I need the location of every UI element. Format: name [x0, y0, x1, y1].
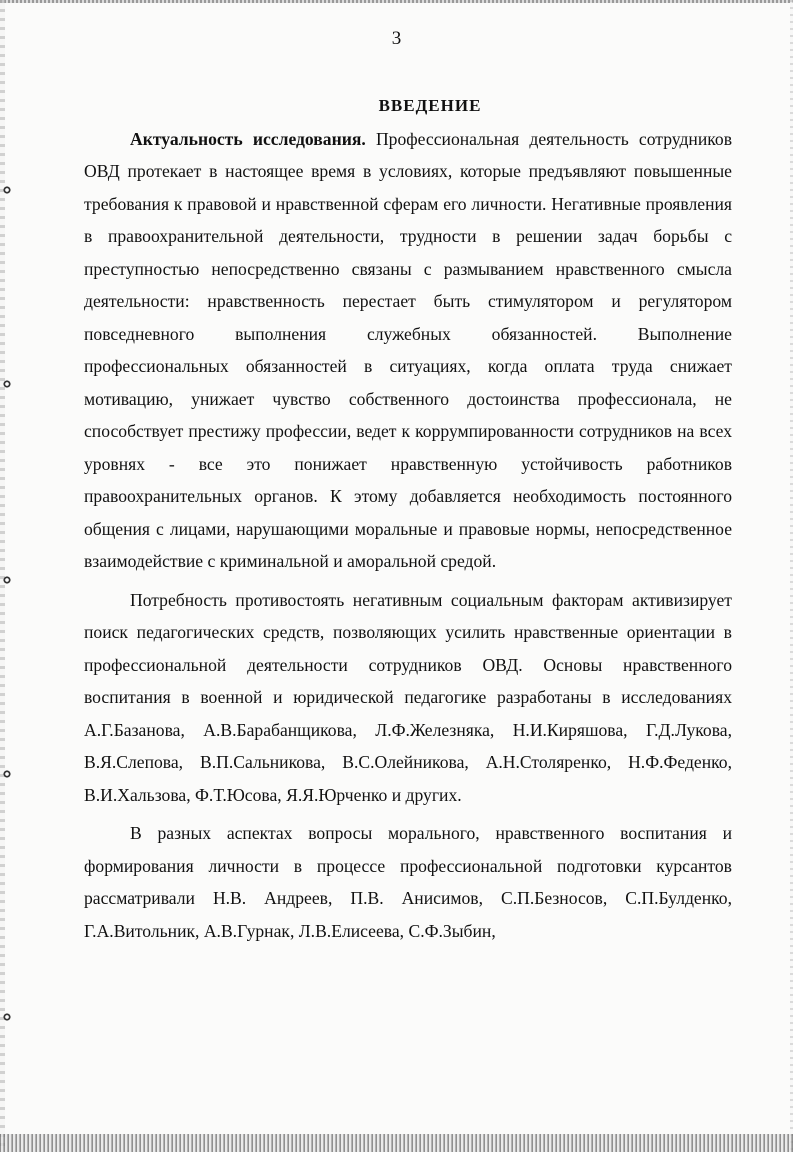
- binding-hole-icon: [3, 380, 11, 388]
- body-text: [84, 90, 732, 947]
- paragraph-lead: Актуальность исследования.: [130, 128, 366, 149]
- binding-hole-icon: [3, 576, 11, 584]
- scan-top-edge: [0, 0, 793, 3]
- section-heading: ВВЕДЕНИЕ: [378, 96, 482, 115]
- page-number: 3: [391, 28, 402, 49]
- scan-bottom-edge: [0, 1134, 793, 1152]
- paragraph-need: Потребность противостоять негативным социальным факторам активизирует поиск педагогических средств, позволяющих усилить нравственные ориентации в профессиональной деятельности сотрудников ОВД. Основы нравственного воспитания в военной и юридической педагогике разработаны в исследованиях А.Г.Базанова, А.В.Барабанщикова, Л.Ф.Железняка, Н.И.Киряшова, Г.Д.Лукова, В.Я.Слепова, В.П.Сальникова, В.С.Олейникова, А.Н.Столяренко, Н.Ф.Феденко, В.И.Хальзова, Ф.Т.Юсова, Я.Я.Юрченко и других.: [84, 589, 732, 805]
- binding-hole-icon: [3, 186, 11, 194]
- binding-hole-icon: [3, 770, 11, 778]
- paragraph-text: Профессиональная деятельность сотрудников ОВД протекает в настоящее время в условиях, которые предъявляют повышенные требования к правовой и нравственной сферам его личности. Негативные проявления в правоохранительной деятельности, трудности в решении задач борьбы с преступностью непосредственно связаны с размыванием нравственного смысла деятельности: нравственность перестает быть стимулятором и регулятором повседневного выполнения служебных обязанностей. Выполнение профессиональных обязанностей в ситуациях, когда оплата труда снижает мотивацию, унижает чувство собственного достоинства профессионала, не способствует престижу профессии, ведет к коррумпированности сотрудников на всех уровнях - все это понижает нравственную устойчивость работников правоохранительных органов. К этому добавляется необходимость постоянного общения с лицами, нарушающими моральные и правовые нормы, непосредственное взаимодействие с криминальной и аморальной средой.: [84, 128, 733, 571]
- binding-hole-icon: [3, 1013, 11, 1021]
- paragraph-relevance: [84, 123, 732, 578]
- paragraph-aspects: В разных аспектах вопросы морального, нравственного воспитания и формирования личности в процессе профессиональной подготовки курсантов рассматривали Н.В. Андреев, П.В. Анисимов, С.П.Безносов, С.П.Булденко, Г.А.Витольник, А.В.Гурнак, Л.В.Елисеева, С.Ф.Зыбин,: [84, 823, 732, 941]
